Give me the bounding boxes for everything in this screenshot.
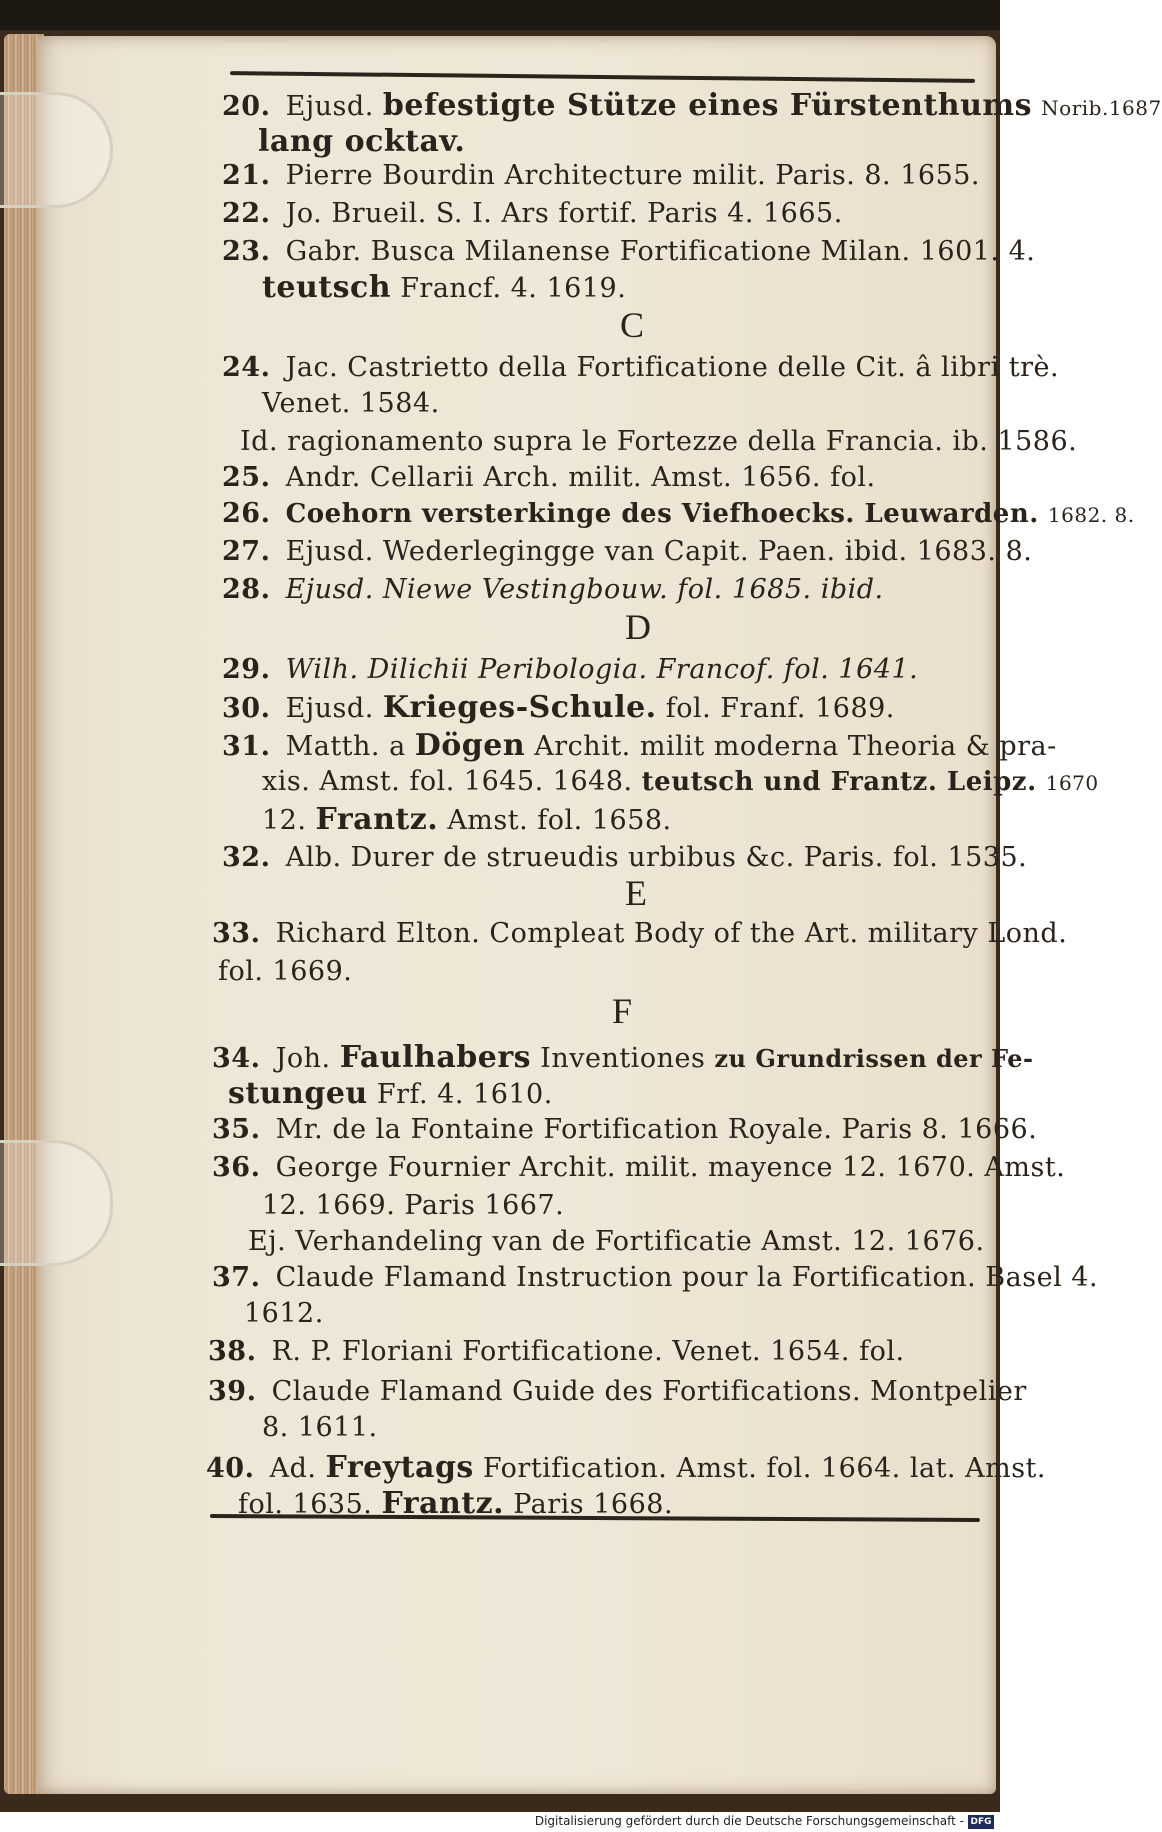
- entry-23-cont: teutsch Francf. 4. 1619.: [262, 270, 627, 305]
- section-heading-d: D: [625, 607, 651, 647]
- entry-39-cont: 8. 1611.: [262, 1412, 378, 1443]
- entry-25: 25. Andr. Cellarii Arch. milit. Amst. 1656. fol.: [222, 462, 876, 493]
- entry-31-cont-1: xis. Amst. fol. 1645. 1648. teutsch und Frantz. Leipz. 1670: [262, 766, 1099, 797]
- entry-40-cont: fol. 1635. Frantz. Paris 1668.: [238, 1486, 674, 1521]
- entry-34: 34. Joh. Faulhabers Inventiones zu Grundrissen der Fe-: [212, 1040, 1034, 1075]
- entry-30: 30. Ejusd. Krieges-Schule. fol. Franf. 1689.: [222, 690, 895, 725]
- entry-35: 35. Mr. de la Fontaine Fortification Royale. Paris 8. 1666.: [212, 1114, 1038, 1145]
- entry-21: 21. Pierre Bourdin Architecture milit. Paris. 8. 1655.: [222, 160, 981, 191]
- entry-38: 38. R. P. Floriani Fortificatione. Venet. 1654. fol.: [208, 1336, 905, 1367]
- entry-40: 40. Ad. Freytags Fortification. Amst. fol. 1664. lat. Amst.: [206, 1450, 1046, 1485]
- entry-36-cont: 12. 1669. Paris 1667.: [262, 1190, 565, 1221]
- entry-24-cont: Venet. 1584.: [262, 388, 440, 419]
- entry-20: 20. Ejusd. befestigte Stütze eines Fürstenthums Norib.1687: [222, 88, 1162, 123]
- entry-36: 36. George Fournier Archit. milit. mayence 12. 1670. Amst.: [212, 1152, 1066, 1183]
- entry-22: 22. Jo. Brueil. S. I. Ars fortif. Paris 4. 1665.: [222, 198, 843, 229]
- entry-29: 29. Wilh. Dilichii Peribologia. Francof. fol. 1641.: [222, 654, 919, 685]
- entry-34-cont: stungeu Frf. 4. 1610.: [228, 1076, 553, 1111]
- entry-31-cont-2: 12. Frantz. Amst. fol. 1658.: [262, 802, 672, 837]
- entry-27: 27. Ejusd. Wederlegingge van Capit. Paen. ibid. 1683. 8.: [222, 536, 1033, 567]
- entry-31: 31. Matth. a Dögen Archit. milit moderna Theoria & pra-: [222, 728, 1057, 763]
- entry-39: 39. Claude Flamand Guide des Fortifications. Montpelier: [208, 1376, 1027, 1407]
- section-heading-e: E: [625, 873, 647, 913]
- section-heading-f: F: [612, 991, 633, 1031]
- entry-36-ej: Ej. Verhandeling van de Fortificatie Amst. 12. 1676.: [248, 1226, 985, 1257]
- dfg-logo: DFG: [968, 1815, 994, 1829]
- entry-24-id: Id. ragionamento supra le Fortezze della Francia. ib. 1586.: [240, 426, 1078, 457]
- entry-37-cont: 1612.: [244, 1298, 324, 1329]
- entry-32: 32. Alb. Durer de strueudis urbibus &c. Paris. fol. 1535.: [222, 842, 1028, 873]
- funding-notice: Digitalisierung gefördert durch die Deutsche Forschungsgemeinschaft -: [534, 1814, 964, 1828]
- entry-26: 26. Coehorn versterkinge des Viefhoecks. Leuwarden. 1682. 8.: [222, 498, 1135, 529]
- entry-33-cont: fol. 1669.: [218, 956, 353, 987]
- footer: [0, 1812, 1000, 1832]
- entry-23: 23. Gabr. Busca Milanense Fortificatione Milan. 1601. 4.: [222, 236, 1036, 267]
- entry-24: 24. Jac. Castrietto della Fortificatione delle Cit. â libri trè.: [222, 352, 1060, 383]
- section-heading-c: C: [620, 305, 645, 345]
- entry-28: 28. Ejusd. Niewe Vestingbouw. fol. 1685. ibid.: [222, 574, 884, 605]
- entry-33: 33. Richard Elton. Compleat Body of the Art. military Lond.: [212, 918, 1068, 949]
- entry-37: 37. Claude Flamand Instruction pour la Fortification. Basel 4.: [212, 1262, 1099, 1293]
- entry-20-cont: lang ocktav.: [258, 124, 466, 159]
